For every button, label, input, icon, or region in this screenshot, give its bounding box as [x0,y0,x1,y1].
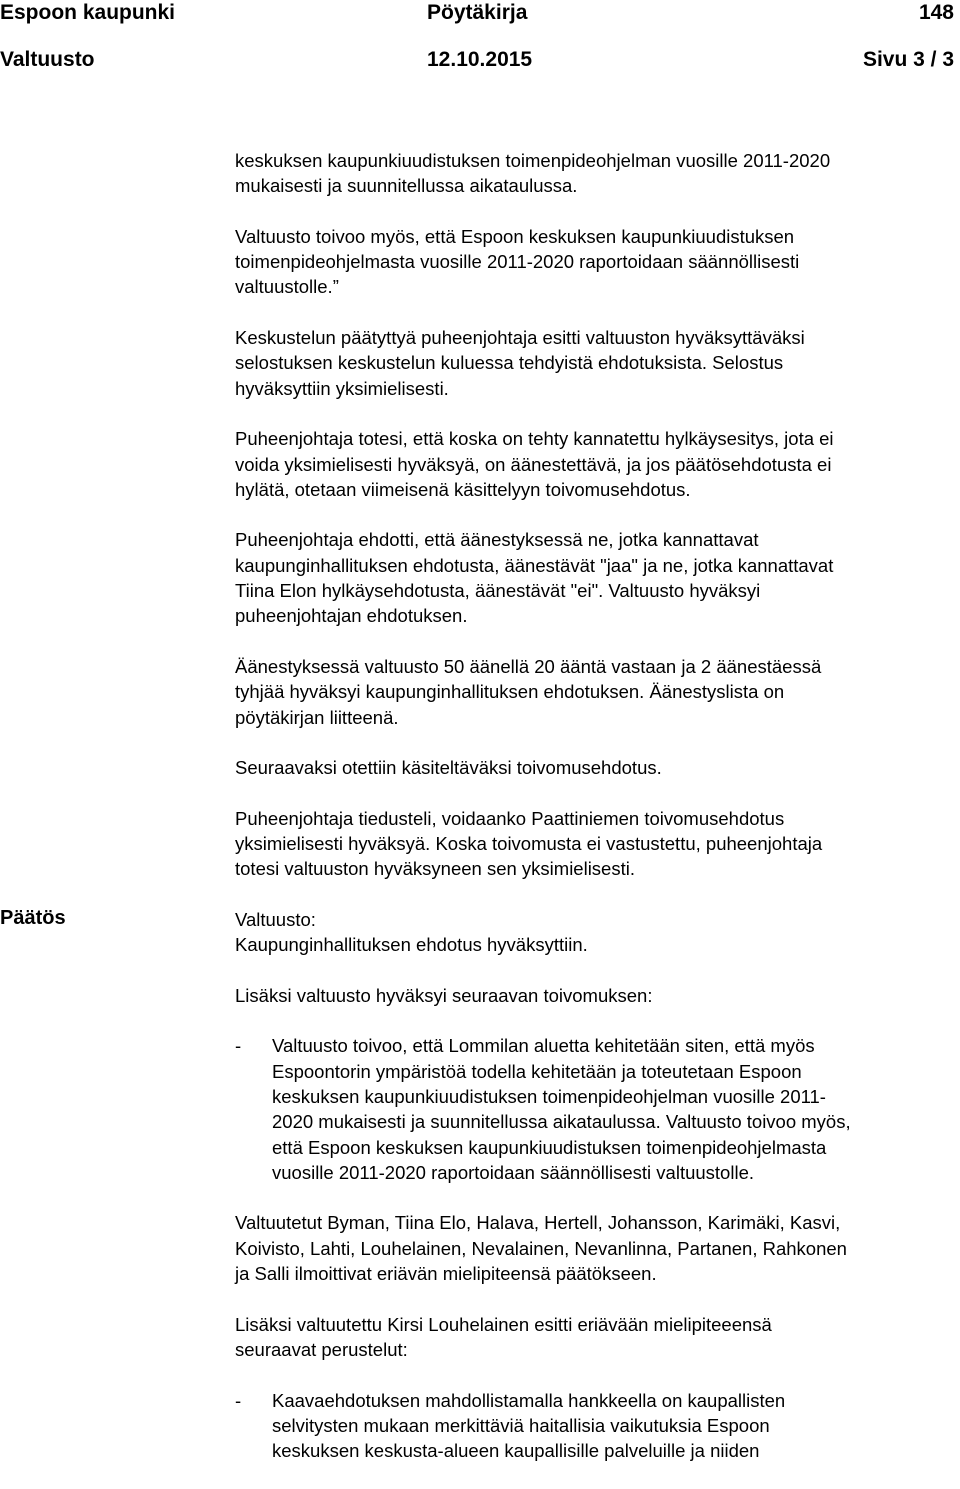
paragraph-quote-end: Valtuusto toivoo myös, että Espoon keskuksen kaupunkiuudistuksen toimenpideohjelmasta vuosille 2011-2020 raportoidaan säännöllisesti valtuustolle.” [235,225,800,298]
paragraph-dissent: Valtuutetut Byman, Tiina Elo, Halava, Hertell, Johansson, Karimäki, Kasvi, Koivisto, Lahti, Louhelainen, Nevalainen, Nevanlinna, Partanen, Rahkonen ja Salli ilmoittivat eriävän mielipiteensä päätökseen. [235,1212,847,1285]
paragraph-discussion-end: Keskustelun päätyttyä puheenjohtaja esitti valtuuston hyväksyttäväksi selostuksen keskustelun kuluessa tehdyistä ehdotuksista. Selostus hyväksyttiin yksimielisesti. [235,327,805,399]
decision-label: Päätös [0,907,66,929]
list-item-reason: - Kaavaehdotuksen mahdollistamalla hankkeella on kaupallisten selvitysten mukaan merkittäviä haitallisia vaikutuksia Espoon keskuksen keskusta-alueen kaupallisille palveluille ja niiden [235,1389,786,1462]
paragraph-wish-inquiry: Puheenjohtaja tiedusteli, voidaanko Paattiniemen toivomusehdotus yksimielisesti hyväksyä. Koska toivomusta ei vastustettu, puheenjohtaja totesi valtuuston hyväksyneen sen yksimielisesti. [235,807,823,880]
document-type: Pöytäkirja [427,1,528,24]
list-dash: - [235,1389,242,1411]
meeting-date: 12.10.2015 [427,48,533,71]
list-item-wish: - Valtuusto toivoo, että Lommilan aluetta kehitetään siten, että myös Espoontorin ympäristöä todella kehitetään ja toteutetaan Espoon keskuksen kaupunkiuudistuksen toimenpideohjelman vuosille 2011- 2020 mukaisesti ja suunnitellussa aikataulussa. Valtuusto toivoo myös, että Espoon keskuksen kaupunkiuudistuksen toimenpideohjelmasta vuosille 2011-2020 raportoidaan säännöllisesti valtuustolle. [235,1035,851,1183]
org-name: Espoon kaupunki [0,1,176,24]
list-dash: - [235,1035,242,1057]
paragraph-vote-procedure: Puheenjohtaja ehdotti, että äänestyksessä ne, jotka kannattavat kaupunginhallituksen ehdotusta, äänestävät "jaa" ja ne, jotka kannattavat Tiina Elon hylkäysehdotusta, äänestävät "ei". Valtuusto hyväksyi puheenjohtajan ehdotuksen. [235,529,834,627]
paragraph-dissent-reasons-intro: Lisäksi valtuutettu Kirsi Louhelainen esitti eriävään mielipiteeensä seuraavat perustelut: [235,1313,772,1360]
meeting-body: Valtuusto [0,48,95,71]
decision-text: Valtuusto: Kaupunginhallituksen ehdotus hyväksyttiin. [235,908,588,956]
page-number: Sivu 3 / 3 [862,48,954,71]
paragraph-continuation: keskuksen kaupunkiuudistuksen toimenpideohjelman vuosille 2011-2020 mukaisesti ja suunnitellussa aikataulussa. [235,150,831,197]
minutes-body [235,148,960,1489]
paragraph-vote-result: Äänestyksessä valtuusto 50 äänellä 20 ääntä vastaan ja 2 äänestäessä tyhjää hyväksyi kaupunginhallituksen ehdotuksen. Äänestyslista on pöytäkirjan liitteenä. [235,655,822,728]
paragraph-vote-required: Puheenjohtaja totesi, että koska on tehty kannatettu hylkäysesitys, jota ei voida yksimielisesti hyväksyä, on äänestettävä, ja jos päätösehdotusta ei hylätä, otetaan viimeisenä käsittelyyn toivomusehdotus. [235,428,834,500]
paragraph-wish-intro: Lisäksi valtuusto hyväksyi seuraavan toivomuksen: [235,984,653,1006]
paragraph-next-item: Seuraavaksi otettiin käsiteltäväksi toivomusehdotus. [235,757,662,779]
section-number: 148 [918,1,954,24]
